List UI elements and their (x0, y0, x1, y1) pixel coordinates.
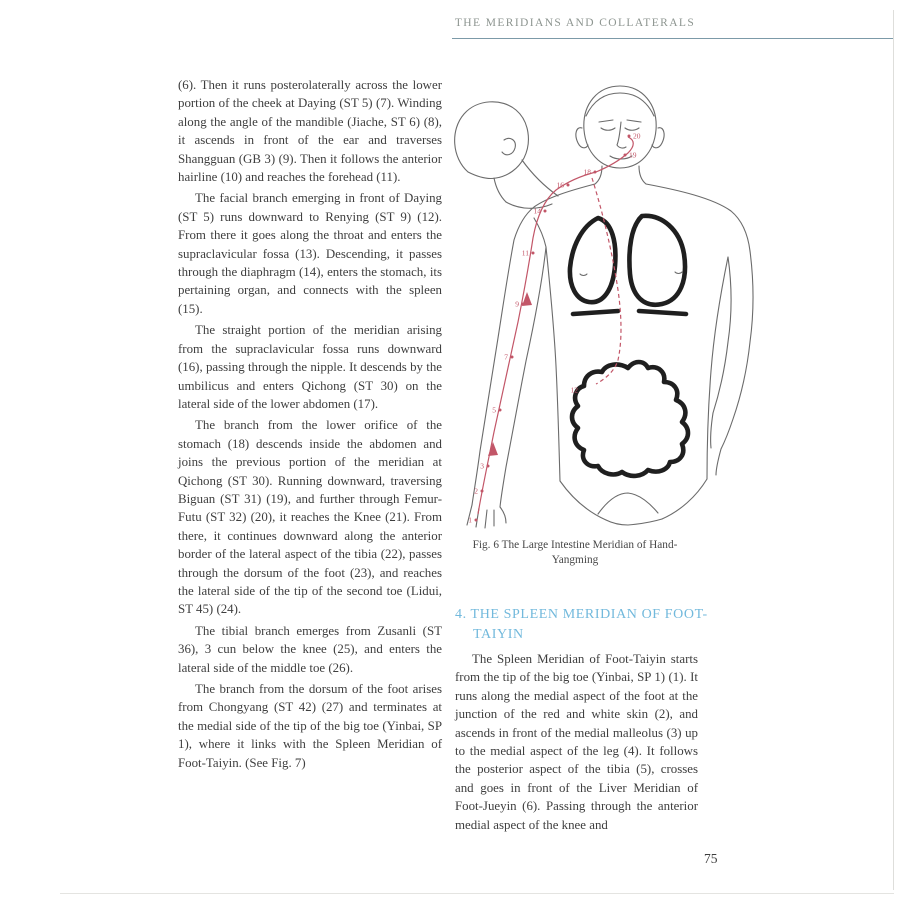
section-heading-line1: 4. THE SPLEEN MERIDIAN OF FOOT- (455, 607, 708, 622)
svg-text:16: 16 (556, 180, 564, 190)
lungs (570, 216, 686, 314)
svg-text:14: 14 (533, 206, 541, 216)
left-text-column (178, 76, 442, 775)
page-number: 75 (704, 851, 718, 866)
figure-caption (452, 538, 698, 568)
svg-text:9: 9 (515, 299, 519, 309)
paragraph: The straight portion of the meridian arising from the supraclavicular fossa runs downward (16), passing through the nipple. It descends by the umbilicus and enters Qichong (ST 30) on the lateral side of the lower abdomen (17). (178, 323, 442, 411)
running-header: THE MERIDIANS AND COLLATERALS (454, 17, 696, 29)
svg-text:3: 3 (480, 461, 484, 471)
body-outline (455, 86, 753, 528)
svg-text:2: 2 (474, 486, 478, 496)
paragraph: The Spleen Meridian of Foot-Taiyin starts from the tip of the big toe (Yinbai, SP 1) (1). It runs along the medial aspect of the foot at the junction of the red and white skin (2), and ascends in front of the medial malleolus (3) up to the medial aspect of the leg (4). It follows the posterior aspect of the tibia (5), crosses and goes in front of the Liver Meridian of Foot-Jueyin (6). Passing through the anterior medial aspect of the knee and (455, 652, 698, 832)
svg-text:20: 20 (633, 131, 641, 141)
meridian-point-labels (468, 132, 641, 525)
svg-text:19: 19 (629, 150, 637, 160)
svg-text:5: 5 (492, 405, 496, 415)
paragraph: The branch from the lower orifice of the stomach (18) descends inside the abdomen and joins the previous portion of the meridian at Qichong (ST 30). Running downward, traversing Biguan (ST 31) (19), and further through Femur-Futu (ST 32) (20), it reaches the Knee (21). From there, it continues downward along the anterior border of the lateral aspect of the tibia (22), passes through the dorsum of the foot (23), and reaches the lateral side of the tip of the second toe (Lidui, ST 45) (24). (178, 418, 442, 617)
paragraph: The facial branch emerging in front of Daying (ST 5) runs downward to Renying (ST 9) (12). From there it goes along the throat and enters the supraclavicular fossa (13). Descending, it passes through the diaphragm (14), enters the stomach, its pertaining organ, and connects with the spleen (15). (178, 191, 442, 316)
large-intestine (572, 362, 688, 476)
paragraph: The branch from the dorsum of the foot arises from Chongyang (ST 42) (27) and terminates at the medial side of the tip of the big toe (Yinbai, SP 1), where it links with the Spleen Meridian of Foot-Taiyin. (See Fig. 7) (178, 682, 442, 770)
figure-caption-line2: Yangming (551, 554, 599, 566)
paragraph: (6). Then it runs posterolaterally across the lower portion of the cheek at Daying (ST 5) (7). Winding along the angle of the mandible (Jiache, ST 6) (8), it ascends in front of the ear and traverses Shangguan (GB 3) (9). Then it follows the anterior hairline (10) and reaches the forehead (11). (178, 78, 442, 185)
meridian-line (478, 137, 633, 514)
svg-text:7: 7 (504, 352, 508, 362)
svg-text:18: 18 (583, 167, 591, 177)
section-heading-line2: TAIYIN (473, 627, 524, 642)
figure-illustration (432, 70, 770, 530)
scan-edge (60, 893, 894, 894)
anatomical-drawing (432, 70, 770, 530)
svg-text:1: 1 (468, 515, 472, 525)
scan-edge (893, 10, 894, 890)
svg-text:11: 11 (521, 248, 529, 258)
paragraph: The tibial branch emerges from Zusanli (ST 36), 3 cun below the knee (25), and enters the lateral side of the middle toe (26). (178, 623, 442, 675)
section-heading (455, 605, 709, 645)
figure-caption-line1: Fig. 6 The Large Intestine Meridian of Hand- (472, 539, 678, 551)
header-rule (452, 38, 893, 39)
svg-text:12: 12 (570, 385, 578, 395)
